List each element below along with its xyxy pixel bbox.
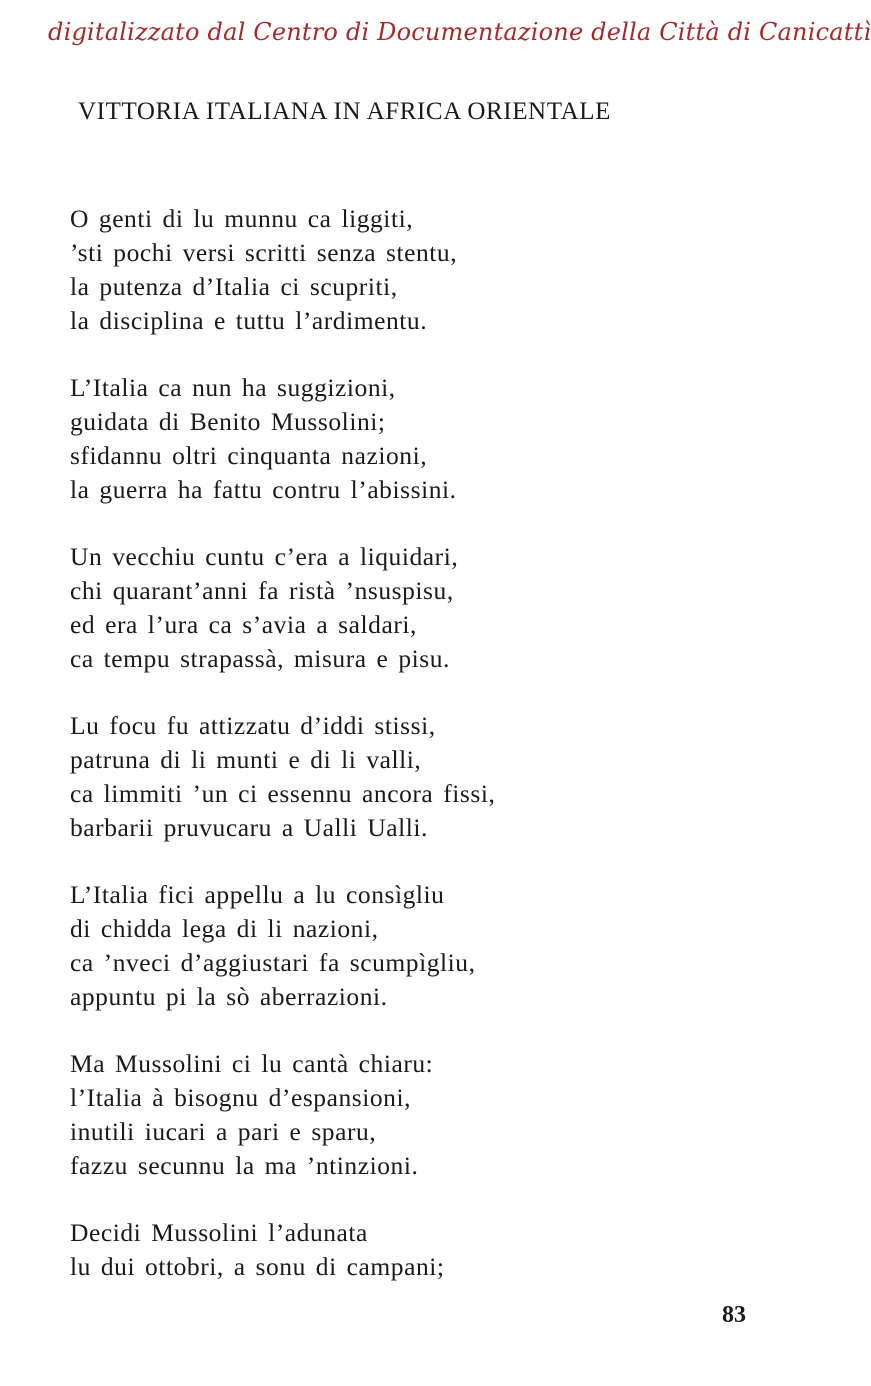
verse-line: sfidannu oltri cinquanta nazioni, — [70, 441, 428, 470]
digitization-watermark: digitalizzato dal Centro di Documentazione della Città di Canicattì — [48, 18, 871, 46]
verse-line: Ma Mussolini ci lu cantà chiaru: — [70, 1049, 434, 1078]
stanza-7 — [70, 1216, 690, 1284]
poem-body — [70, 202, 690, 1317]
stanza-5 — [70, 878, 690, 1014]
verse-line: ed era l’ura ca s’avia a saldari, — [70, 610, 417, 639]
poem-title: VITTORIA ITALIANA IN AFRICA ORIENTALE — [78, 98, 611, 125]
verse-line: ca ’nveci d’aggiustari fa scumpìgliu, — [70, 948, 476, 977]
verse-line: inutili iucari a pari e sparu, — [70, 1117, 377, 1146]
verse-line: ’sti pochi versi scritti senza stentu, — [70, 238, 458, 267]
verse-line: O genti di lu munnu ca liggiti, — [70, 204, 414, 233]
verse-line: Lu focu fu attizzatu d’iddi stissi, — [70, 711, 436, 740]
stanza-2 — [70, 371, 690, 507]
verse-line: guidata di Benito Mussolini; — [70, 407, 386, 436]
verse-line: la disciplina e tuttu l’ardimentu. — [70, 306, 428, 335]
verse-line: di chidda lega di li nazioni, — [70, 914, 379, 943]
verse-line: fazzu secunnu la ma ’ntinzioni. — [70, 1151, 419, 1180]
verse-line: l’Italia à bisognu d’espansioni, — [70, 1083, 412, 1112]
verse-line: L’Italia ca nun ha suggizioni, — [70, 373, 396, 402]
stanza-3 — [70, 540, 690, 676]
verse-line: lu dui ottobri, a sonu di campani; — [70, 1252, 445, 1281]
verse-line: la guerra ha fattu contru l’abissini. — [70, 475, 457, 504]
stanza-1 — [70, 202, 690, 338]
stanza-6 — [70, 1047, 690, 1183]
verse-line: la putenza d’Italia ci scupriti, — [70, 272, 398, 301]
stanza-4 — [70, 709, 690, 845]
verse-line: patruna di li munti e di li valli, — [70, 745, 422, 774]
verse-line: barbarii pruvucaru a Ualli Ualli. — [70, 813, 428, 842]
verse-line: L’Italia fici appellu a lu consìgliu — [70, 880, 445, 909]
verse-line: ca tempu strapassà, misura e pisu. — [70, 644, 450, 673]
verse-line: appuntu pi la sò aberrazioni. — [70, 982, 388, 1011]
page-number: 83 — [722, 1302, 746, 1328]
verse-line: Decidi Mussolini l’adunata — [70, 1218, 368, 1247]
verse-line: ca limmiti ’un ci essennu ancora fissi, — [70, 779, 496, 808]
verse-line: chi quarant’anni fa ristà ’nsuspisu, — [70, 576, 454, 605]
verse-line: Un vecchiu cuntu c’era a liquidari, — [70, 542, 459, 571]
